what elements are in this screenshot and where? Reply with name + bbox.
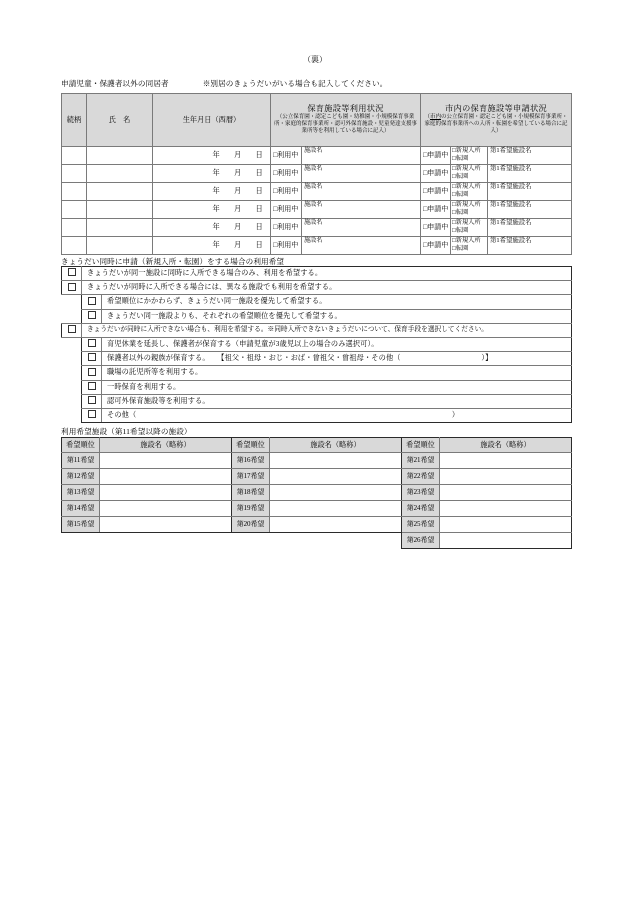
sibling-option-row: [62, 352, 572, 366]
table-row: [62, 237, 572, 255]
wishlist-rank-label: 第24希望: [402, 501, 440, 517]
cell-name[interactable]: [87, 219, 153, 237]
cohabitants-note: ※別居のきょうだいがいる場合も記入してください。: [202, 79, 388, 88]
checkbox-applying[interactable]: □申請中: [421, 237, 451, 255]
wishlist-rank-label: 第22希望: [402, 469, 440, 485]
th-facility: 施設名（略称）: [270, 438, 402, 453]
table-row: [62, 183, 572, 201]
cell-facility-name[interactable]: 施設名: [302, 201, 421, 219]
cell-name[interactable]: [87, 147, 153, 165]
cohabitants-title-text: 申請児童・保護者以外の同居者: [61, 79, 169, 88]
wishlist-facility-input[interactable]: [270, 517, 402, 533]
wishlist-rank-label: 第18希望: [232, 485, 270, 501]
checkbox-glyph[interactable]: [88, 410, 96, 418]
cell-relation[interactable]: [62, 165, 87, 183]
checkbox-in-use[interactable]: □利用中: [271, 165, 302, 183]
wishlist-row: [62, 485, 572, 501]
empty-cell: [100, 533, 232, 549]
checkbox-glyph[interactable]: [88, 311, 96, 319]
sibling-checkbox-level1[interactable]: [62, 323, 82, 337]
table-row: [62, 219, 572, 237]
checkbox-in-use[interactable]: □利用中: [271, 201, 302, 219]
wishlist-rank-label: 第15希望: [62, 517, 100, 533]
wishlist-facility-input[interactable]: [440, 485, 572, 501]
checkbox-applying[interactable]: □申請中: [421, 147, 451, 165]
birth-year-label: 年: [212, 169, 220, 177]
empty-cell: [270, 533, 402, 549]
wishlist-body: [62, 438, 572, 549]
wishlist-facility-input[interactable]: [270, 453, 402, 469]
cell-first-choice[interactable]: 第1希望施設名: [488, 219, 572, 237]
sibling-option-row: [62, 267, 572, 281]
cell-birthdate[interactable]: [153, 165, 271, 183]
checkbox-in-use[interactable]: □利用中: [271, 237, 302, 255]
sibling-option-label: 認可外保育施設等を利用する。: [102, 394, 572, 408]
wishlist-facility-input[interactable]: [440, 501, 572, 517]
checkbox-entry-type[interactable]: □新規入所 □転園: [451, 219, 488, 237]
birth-year-label: 年: [212, 205, 220, 213]
sibling-option-row: [62, 295, 572, 309]
wishlist-row: [62, 533, 572, 549]
sibling-option-label: きょうだいが同時に入所できない場合も、利用を希望する。※同時入所できないきょうだいについて、保育手段を選択してください。: [82, 323, 572, 337]
cohabitants-table: [61, 93, 572, 255]
wishlist-rank-label: 第21希望: [402, 453, 440, 469]
checkbox-entry-type[interactable]: □新規入所 □転園: [451, 201, 488, 219]
cell-relation[interactable]: [62, 147, 87, 165]
cell-relation[interactable]: [62, 183, 87, 201]
table-row: [62, 201, 572, 219]
th-application-open: （: [424, 113, 431, 120]
sibling-option-label: 保護者以外の親族が保育する。 【祖父・祖母・おじ・おば・曾祖父・曾祖母・その他（ ）】: [102, 352, 572, 366]
sibling-checkbox-level2[interactable]: [82, 295, 102, 309]
wishlist-facility-input[interactable]: [270, 485, 402, 501]
sibling-checkbox-level2[interactable]: [82, 309, 102, 323]
cell-facility-name[interactable]: 施設名: [302, 219, 421, 237]
sibling-checkbox-level1[interactable]: [62, 281, 82, 295]
indent-spacer: [62, 380, 82, 394]
birth-day-label: 日: [255, 223, 263, 231]
birth-day-label: 日: [255, 151, 263, 159]
th-rank: 希望順位: [232, 438, 270, 453]
checkbox-entry-type[interactable]: □新規入所 □転園: [451, 165, 488, 183]
checkbox-applying[interactable]: □申請中: [421, 201, 451, 219]
checkbox-glyph[interactable]: [68, 268, 76, 276]
cell-birthdate[interactable]: [153, 201, 271, 219]
wishlist-facility-input[interactable]: [100, 501, 232, 517]
sibling-option-row: [62, 281, 572, 295]
cell-relation[interactable]: [62, 219, 87, 237]
checkbox-in-use[interactable]: □利用中: [271, 183, 302, 201]
cell-birthdate[interactable]: [153, 237, 271, 255]
wishlist-facility-input[interactable]: [100, 469, 232, 485]
sibling-option-row: [62, 394, 572, 408]
th-application-sub: [421, 114, 571, 136]
wishlist-facility-input[interactable]: [440, 533, 572, 549]
birth-day-label: 日: [255, 241, 263, 249]
wishlist-rank-label: 第16希望: [232, 453, 270, 469]
birth-month-label: 月: [234, 205, 242, 213]
indent-spacer: [62, 352, 82, 366]
checkbox-in-use[interactable]: □利用中: [271, 147, 302, 165]
birth-day-label: 日: [255, 169, 263, 177]
wishlist-table: [61, 437, 572, 549]
birth-day-label: 日: [255, 187, 263, 195]
checkbox-applying[interactable]: □申請中: [421, 183, 451, 201]
sibling-option-label: 育児休業を延長し、保護者が保育する（申請児童が3歳児以上の場合のみ選択可）。: [102, 337, 572, 351]
sibling-option-label: 希望順位にかかわらず、きょうだい同一施設を優先して希望する。: [102, 295, 572, 309]
th-birthdate: 生年月日（西暦）: [153, 94, 271, 147]
sibling-checkbox-level2[interactable]: [82, 380, 102, 394]
wishlist-rank-label: 第23希望: [402, 485, 440, 501]
checkbox-glyph[interactable]: [68, 325, 76, 333]
sibling-options-table: [61, 266, 572, 423]
th-application-rest: の公立保育園・認定こども園・小規模保育事業所・家庭的保育事業所への入所・転園を希望している場合に記入）: [424, 113, 568, 135]
th-relation: 続柄: [62, 94, 87, 147]
checkbox-applying[interactable]: □申請中: [421, 165, 451, 183]
checkbox-glyph[interactable]: [88, 339, 96, 347]
wishlist-rank-label: 第25希望: [402, 517, 440, 533]
cell-relation[interactable]: [62, 201, 87, 219]
checkbox-applying[interactable]: □申請中: [421, 219, 451, 237]
sibling-checkbox-level2[interactable]: [82, 394, 102, 408]
wishlist-rank-label: 第20希望: [232, 517, 270, 533]
wishlist-rank-label: 第13希望: [62, 485, 100, 501]
th-application-status: [421, 94, 572, 147]
th-usage-main: 保育施設等利用状況: [307, 103, 384, 113]
cell-facility-name[interactable]: 施設名: [302, 237, 421, 255]
sibling-option-row: [62, 380, 572, 394]
sibling-options-body: [62, 267, 572, 423]
sibling-option-row: [62, 408, 572, 422]
cell-name[interactable]: [87, 165, 153, 183]
wishlist-rank-label: 第19希望: [232, 501, 270, 517]
wishlist-row: [62, 517, 572, 533]
cell-first-choice[interactable]: 第1希望施設名: [488, 147, 572, 165]
sibling-option-label: その他（ ）: [102, 408, 572, 422]
cell-birthdate[interactable]: [153, 147, 271, 165]
birth-year-label: 年: [212, 241, 220, 249]
th-name: 氏 名: [87, 94, 153, 147]
table-row: [62, 147, 572, 165]
sibling-checkbox-level2[interactable]: [82, 366, 102, 380]
checkbox-entry-type[interactable]: □新規入所 □転園: [451, 183, 488, 201]
checkbox-glyph[interactable]: [68, 283, 76, 291]
sibling-option-row: [62, 337, 572, 351]
wishlist-facility-input[interactable]: [270, 501, 402, 517]
wishlist-row: [62, 501, 572, 517]
wishlist-facility-input[interactable]: [440, 453, 572, 469]
page-side-marker: （裏）: [303, 55, 327, 64]
cell-birthdate[interactable]: [153, 219, 271, 237]
checkbox-entry-type[interactable]: □新規入所 □転園: [451, 147, 488, 165]
birth-year-label: 年: [212, 223, 220, 231]
birth-month-label: 月: [234, 169, 242, 177]
wishlist-row: [62, 469, 572, 485]
checkbox-glyph[interactable]: [88, 382, 96, 390]
birth-year-label: 年: [212, 151, 220, 159]
indent-spacer: [62, 309, 82, 323]
th-facility: 施設名（略称）: [100, 438, 232, 453]
empty-cell: [232, 533, 270, 549]
birth-month-label: 月: [234, 223, 242, 231]
wishlist-rank-label: 第12希望: [62, 469, 100, 485]
wishlist-rank-label: 第14希望: [62, 501, 100, 517]
birth-month-label: 月: [234, 187, 242, 195]
sibling-option-row: [62, 366, 572, 380]
sibling-checkbox-level2[interactable]: [82, 352, 102, 366]
wishlist-rank-label: 第11希望: [62, 453, 100, 469]
sibling-checkbox-level1[interactable]: [62, 267, 82, 281]
checkbox-glyph[interactable]: [88, 297, 96, 305]
cell-first-choice[interactable]: 第1希望施設名: [488, 183, 572, 201]
th-usage-sub: （公立保育園・認定こども園・幼稚園・小規模保育事業所・家庭的保育事業所・認可外保育施設・児童発達支援事業所等を利用している場合に記入）: [274, 113, 418, 135]
th-rank: 希望順位: [62, 438, 100, 453]
birth-month-label: 月: [234, 151, 242, 159]
cohabitants-body: [62, 147, 572, 255]
wishlist-facility-input[interactable]: [100, 517, 232, 533]
empty-cell: [62, 533, 100, 549]
sibling-option-label: 一時保育を利用する。: [102, 380, 572, 394]
indent-spacer: [62, 408, 82, 422]
cell-first-choice[interactable]: 第1希望施設名: [488, 165, 572, 183]
wishlist-facility-input[interactable]: [100, 453, 232, 469]
sibling-option-row: [62, 309, 572, 323]
sibling-option-label: きょうだい同一施設よりも、それぞれの希望順位を優先して希望する。: [102, 309, 572, 323]
wishlist-header-row: [62, 438, 572, 453]
sibling-option-label: きょうだいが同一施設に同時に入所できる場合のみ、利用を希望する。: [82, 267, 572, 281]
indent-spacer: [62, 394, 82, 408]
cell-facility-name[interactable]: 施設名: [302, 165, 421, 183]
cell-name[interactable]: [87, 201, 153, 219]
birth-day-label: 日: [255, 205, 263, 213]
sibling-checkbox-level2[interactable]: [82, 408, 102, 422]
th-facility: 施設名（略称）: [440, 438, 572, 453]
checkbox-glyph[interactable]: [88, 396, 96, 404]
indent-spacer: [62, 337, 82, 351]
cell-name[interactable]: [87, 183, 153, 201]
checkbox-entry-type[interactable]: □新規入所 □転園: [451, 237, 488, 255]
wishlist-facility-input[interactable]: [270, 469, 402, 485]
cohabitants-section-title: [61, 79, 387, 88]
wishlist-row: [62, 453, 572, 469]
wishlist-rank-label: 第17希望: [232, 469, 270, 485]
table-row: [62, 165, 572, 183]
sibling-option-label: きょうだいが同時に入所できる場合には、異なる施設でも利用を希望する。: [82, 281, 572, 295]
cell-birthdate[interactable]: [153, 183, 271, 201]
indent-spacer: [62, 366, 82, 380]
indent-spacer: [62, 295, 82, 309]
th-usage-status: [271, 94, 421, 147]
wishlist-section-title: 利用希望施設（第11希望以降の施設）: [61, 427, 192, 436]
cell-facility-name[interactable]: 施設名: [302, 147, 421, 165]
cell-name[interactable]: [87, 237, 153, 255]
th-application-main: 市内の保育施設等申請状況: [445, 103, 547, 113]
wishlist-facility-input[interactable]: [100, 485, 232, 501]
birth-month-label: 月: [234, 241, 242, 249]
cell-relation[interactable]: [62, 237, 87, 255]
cohabitants-header-row: [62, 94, 572, 147]
wishlist-facility-input[interactable]: [440, 517, 572, 533]
birth-year-label: 年: [212, 187, 220, 195]
sibling-section-title: きょうだい同時に申請（新規入所・転園）をする場合の利用希望: [61, 257, 285, 266]
sibling-option-label: 職場の託児所等を利用する。: [102, 366, 572, 380]
wishlist-rank-label: 第26希望: [402, 533, 440, 549]
sibling-option-row: [62, 323, 572, 337]
checkbox-glyph[interactable]: [88, 368, 96, 376]
cell-facility-name[interactable]: 施設名: [302, 183, 421, 201]
sibling-checkbox-level2[interactable]: [82, 337, 102, 351]
wishlist-facility-input[interactable]: [440, 469, 572, 485]
cell-first-choice[interactable]: 第1希望施設名: [488, 237, 572, 255]
th-rank: 希望順位: [402, 438, 440, 453]
checkbox-glyph[interactable]: [88, 353, 96, 361]
checkbox-in-use[interactable]: □利用中: [271, 219, 302, 237]
cell-first-choice[interactable]: 第1希望施設名: [488, 201, 572, 219]
th-application-underline: 市内: [430, 113, 442, 120]
